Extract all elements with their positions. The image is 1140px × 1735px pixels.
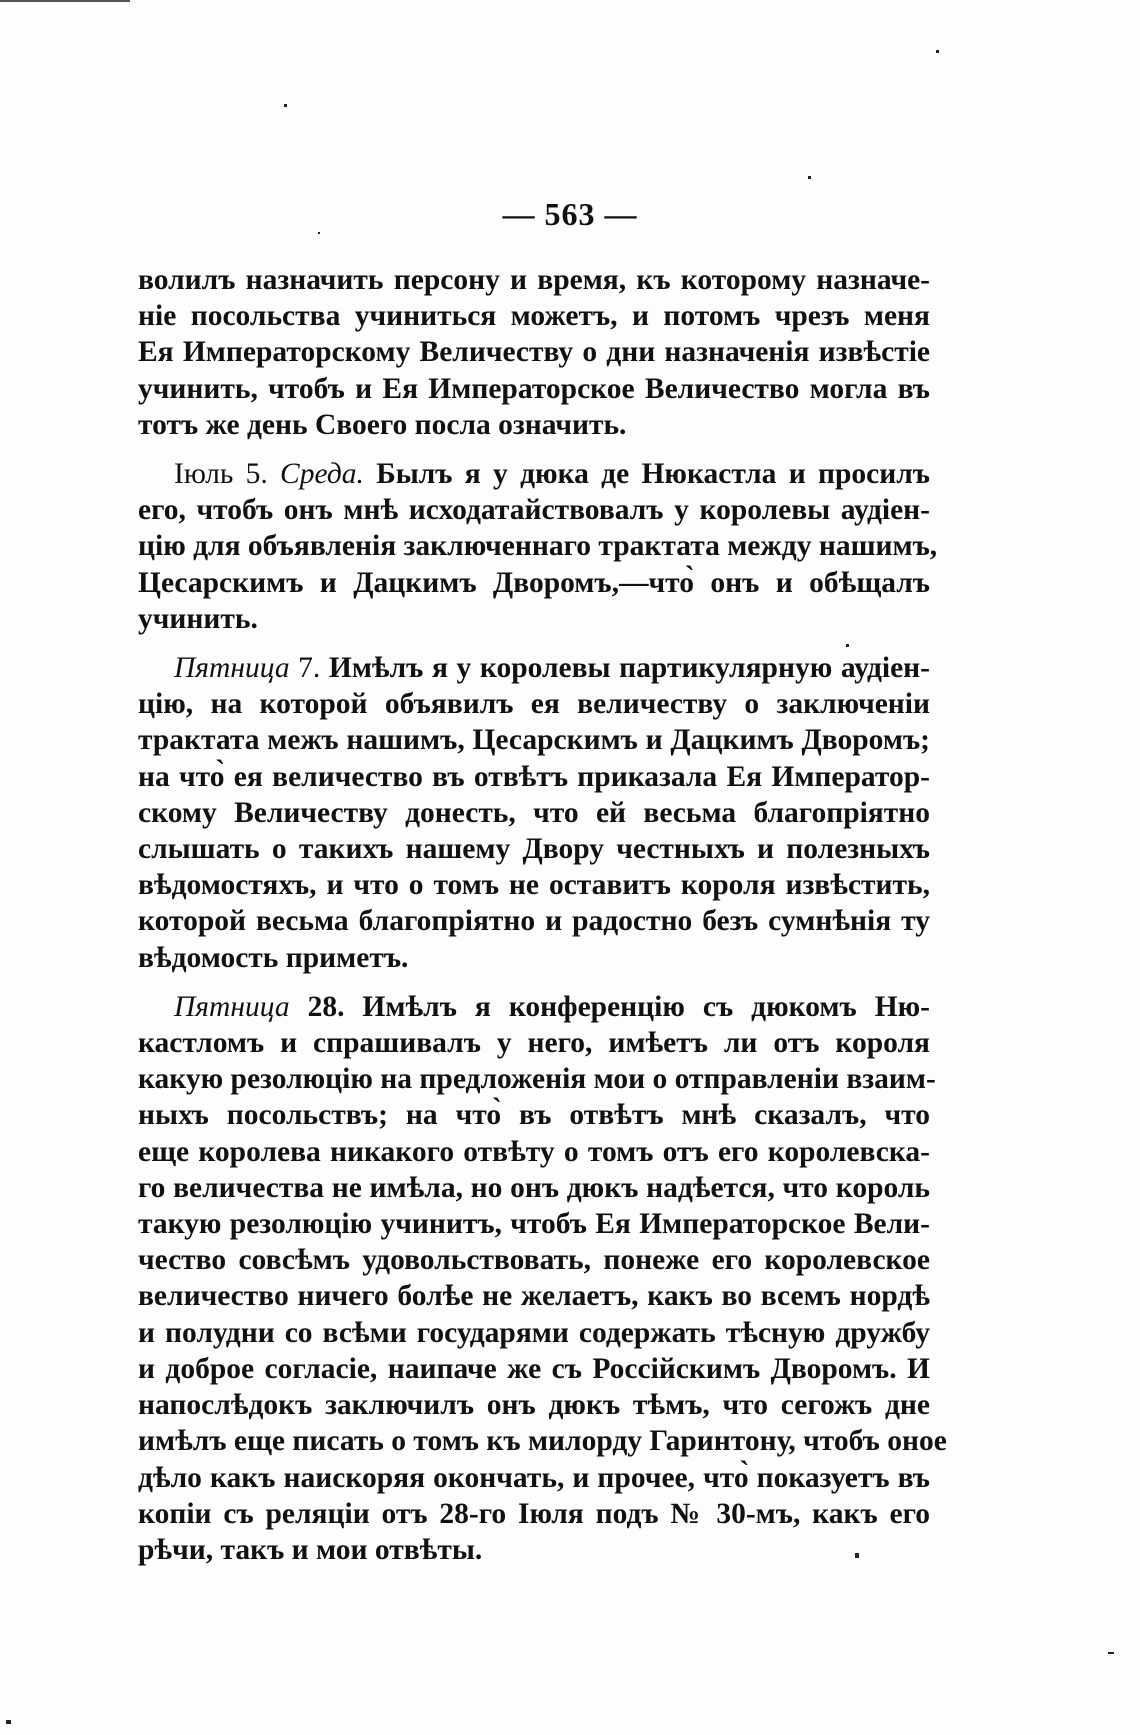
text-line: трактата межъ нашимъ, Цесарскимъ и Дацкимъ Дворомъ; (138, 724, 930, 757)
text-line: учинить, чтобъ и Ея Императорское Величество могла въ (138, 372, 930, 405)
text-line: имѣлъ еще писать о томъ къ милорду Гаринтону, чтобъ оное (138, 1425, 947, 1458)
text-line: Былъ я у дюка де Нюкастла и просилъ (376, 458, 931, 491)
scan-edge-rule (0, 0, 130, 2)
weekday-label: Пятница (174, 990, 290, 1023)
text-line: еще королева никакого отвѣту о томъ отъ его королевска- (138, 1135, 930, 1168)
text-line: дѣло какъ наискоряя окончать, и прочее, что̀ показуетъ въ (138, 1461, 930, 1494)
text-line: слышать о такихъ нашему Двору честныхъ и полезныхъ (138, 833, 930, 866)
weekday-label: Пятница (174, 652, 290, 685)
text-line: тотъ же день Своего посла означить. (138, 408, 627, 441)
text-line: и доброе согласіе, наипаче же съ Россійскимъ Дворомъ. И (138, 1352, 930, 1385)
scan-speck (808, 176, 811, 179)
text-line: вѣдомость приметъ. (138, 941, 409, 974)
text-line: такую резолюцію учинитъ, чтобъ Ея Императорское Вели- (138, 1208, 930, 1241)
scan-speck (318, 232, 320, 234)
text-line-with-date (138, 456, 930, 492)
scan-speck (6, 1720, 11, 1724)
text-line: и полудни со всѣми государями содержать тѣсную дружбу (138, 1316, 930, 1349)
text-line: ніе посольства учиниться можетъ, и потомъ чрезъ меня (138, 300, 930, 333)
text-line: Цесарскимъ и Дацкимъ Дворомъ,—что̀ онъ и обѣщалъ (138, 566, 930, 599)
text-line: учинить. (138, 602, 258, 635)
text-line-with-date (138, 989, 930, 1025)
text-line: волилъ назначить персону и время, къ которому назначе- (138, 264, 930, 296)
text-line: ныхъ посольствъ; на что̀ въ отвѣтъ мнѣ сказалъ, что (138, 1099, 930, 1132)
date-number: 7. (298, 652, 321, 685)
text-line: чество совсѣмъ удовольствовать, понеже его королевское (138, 1244, 930, 1277)
text-line: вѣдомостяхъ, и что о томъ не оставитъ короля извѣстить, (138, 869, 930, 902)
paragraph-2 (138, 456, 938, 637)
scan-speck (846, 644, 849, 647)
paragraph-4 (138, 989, 947, 1568)
text-line: кастломъ и спрашивалъ у него, имѣетъ ли отъ короля (138, 1027, 930, 1060)
text-line: скому Величеству донесть, что ей весьма благопріятно (138, 796, 930, 829)
paragraph-3 (138, 650, 930, 976)
text-line: Ея Императорскому Величеству о дни назначенія извѣстіе (138, 336, 930, 369)
paragraph-1 (138, 262, 930, 443)
text-line: на что̀ ея величество въ отвѣтъ приказала Ея Император- (138, 760, 930, 793)
scan-speck (936, 50, 939, 53)
text-line: которой весьма благопріятно и радостно безъ сумнѣнія ту (138, 905, 930, 938)
scan-speck (1108, 1652, 1114, 1654)
text-line: копіи съ реляціи отъ 28-го Іюля подъ № 30-мъ, какъ его (138, 1497, 930, 1530)
scan-speck (284, 104, 287, 107)
page-number: — 563 — (502, 196, 638, 232)
text-line: какую резолюцію на предложенія мои о отправленіи взаим- (138, 1063, 936, 1096)
text-line: его, чтобъ онъ мнѣ исходатайствовалъ у королевы аудіен- (138, 494, 930, 527)
scan-speck (855, 1553, 859, 1558)
text-line-with-date (138, 650, 930, 686)
text-line: величество ничего болѣе не желаетъ, какъ во всемъ нордѣ (138, 1280, 930, 1313)
text-line: цію для объявленія заключеннаго трактата между нашимъ, (138, 530, 938, 563)
weekday-label: Среда. (280, 458, 364, 491)
text-line: рѣчи, такъ и мои отвѣты. (138, 1533, 483, 1566)
text-line: напослѣдокъ заключилъ онъ дюкъ тѣмъ, что сегожъ дне (138, 1389, 930, 1422)
text-line: го величества не имѣла, но онъ дюкъ надѣется, что король (138, 1171, 930, 1204)
date-number: 28. (307, 990, 345, 1023)
text-line: Имѣлъ я у королевы партикулярную аудіен- (328, 652, 931, 685)
text-line: Имѣлъ я конференцію съ дюкомъ Ню- (362, 990, 931, 1023)
text-line: цію, на которой объявилъ ея величеству о заключеніи (138, 688, 930, 721)
date-prefix: Іюль 5. (174, 458, 268, 491)
body-text (138, 262, 947, 1568)
